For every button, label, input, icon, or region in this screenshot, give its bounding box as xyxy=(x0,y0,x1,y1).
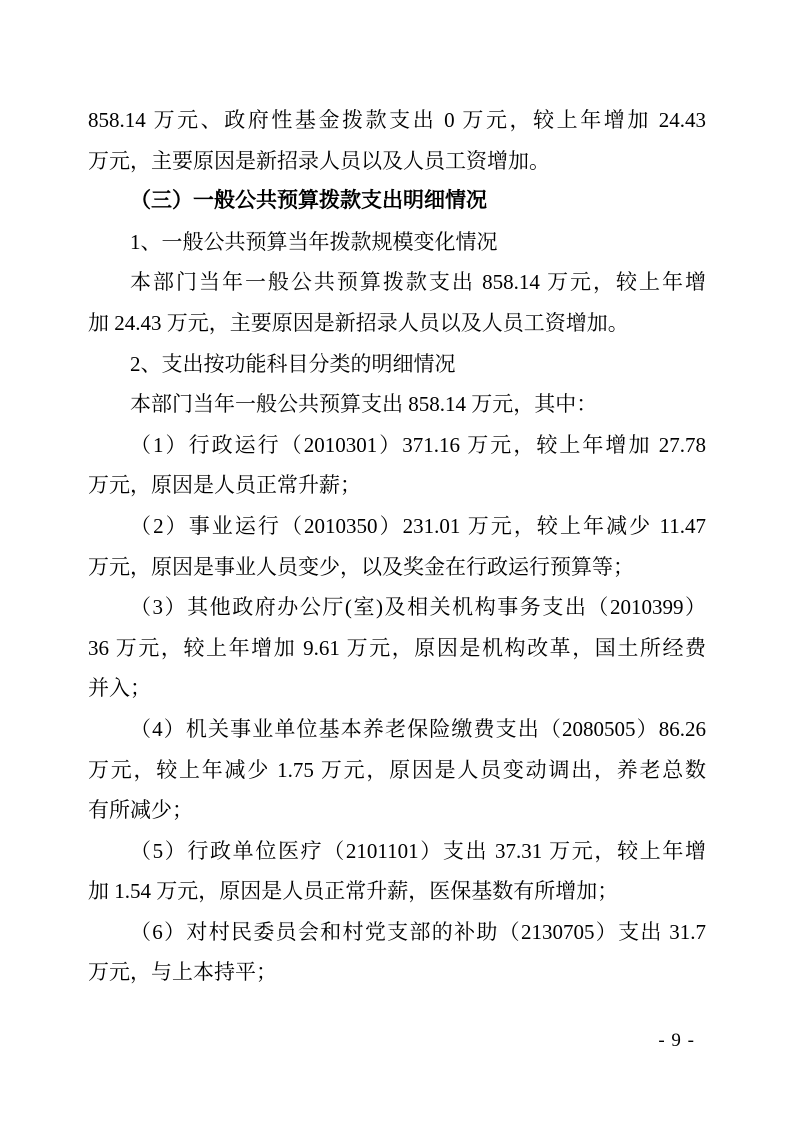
sub-heading-2 xyxy=(88,344,706,385)
item-4-paragraph xyxy=(88,709,706,831)
text-line: 2、支出按功能科目分类的明细情况 xyxy=(130,351,456,376)
item-6-paragraph xyxy=(88,912,706,993)
text-line: 36 万元，较上年增加 9.61 万元，原因是机构改革，国土所经费 xyxy=(88,635,706,660)
text-line: 万元，与上本持平； xyxy=(88,960,277,985)
text-line: 1、一般公共预算当年拨款规模变化情况 xyxy=(130,229,498,254)
text-line: 858.14 万元、政府性基金拨款支出 0 万元，较上年增加 24.43 xyxy=(88,108,706,132)
item-2-paragraph xyxy=(88,506,706,587)
item-1-paragraph xyxy=(88,425,706,506)
text-line: 并入； xyxy=(88,676,151,701)
section-heading xyxy=(88,181,706,222)
text-line: 加 24.43 万元，主要原因是新招录人员以及人员工资增加。 xyxy=(88,310,629,335)
text-line: （2）事业运行（2010350）231.01 万元，较上年减少 11.47 xyxy=(130,513,706,538)
text-line: 加 1.54 万元，原因是人员正常升薪，医保基数有所增加； xyxy=(88,879,619,904)
page-number: - 9 - xyxy=(658,1030,695,1051)
text-line: 万元，原因是事业人员变少，以及奖金在行政运行预算等； xyxy=(88,554,634,579)
item-5-paragraph xyxy=(88,831,706,912)
text-line: （6）对村民委员会和村党支部的补助（2130705）支出 31.7 xyxy=(130,919,706,944)
text-line: 本部门当年一般公共预算支出 858.14 万元，其中： xyxy=(130,392,598,417)
total-paragraph xyxy=(88,384,706,425)
text-line: 万元，较上年减少 1.75 万元，原因是人员变动调出，养老总数 xyxy=(88,757,706,782)
text-line: （3）其他政府办公厅(室)及相关机构事务支出（2010399） xyxy=(130,595,706,620)
item-3-paragraph xyxy=(88,587,706,709)
text-line: 有所减少； xyxy=(88,798,193,823)
text-line: 万元，主要原因是新招录人员以及人员工资增加。 xyxy=(88,148,550,173)
document-body xyxy=(88,100,706,993)
text-line: 万元，原因是人员正常升薪； xyxy=(88,473,361,498)
text-line: （4）机关事业单位基本养老保险缴费支出（2080505）86.26 xyxy=(130,716,706,741)
continuation-paragraph xyxy=(88,100,706,181)
section-heading-text: （三）一般公共预算拨款支出明细情况 xyxy=(130,189,487,213)
text-line: （5）行政单位医疗（2101101）支出 37.31 万元，较上年增 xyxy=(130,838,706,863)
text-line: 本部门当年一般公共预算拨款支出 858.14 万元，较上年增 xyxy=(130,270,706,295)
sub-heading-1 xyxy=(88,222,706,263)
scale-change-paragraph xyxy=(88,262,706,343)
text-line: （1）行政运行（2010301）371.16 万元，较上年增加 27.78 xyxy=(130,432,706,457)
